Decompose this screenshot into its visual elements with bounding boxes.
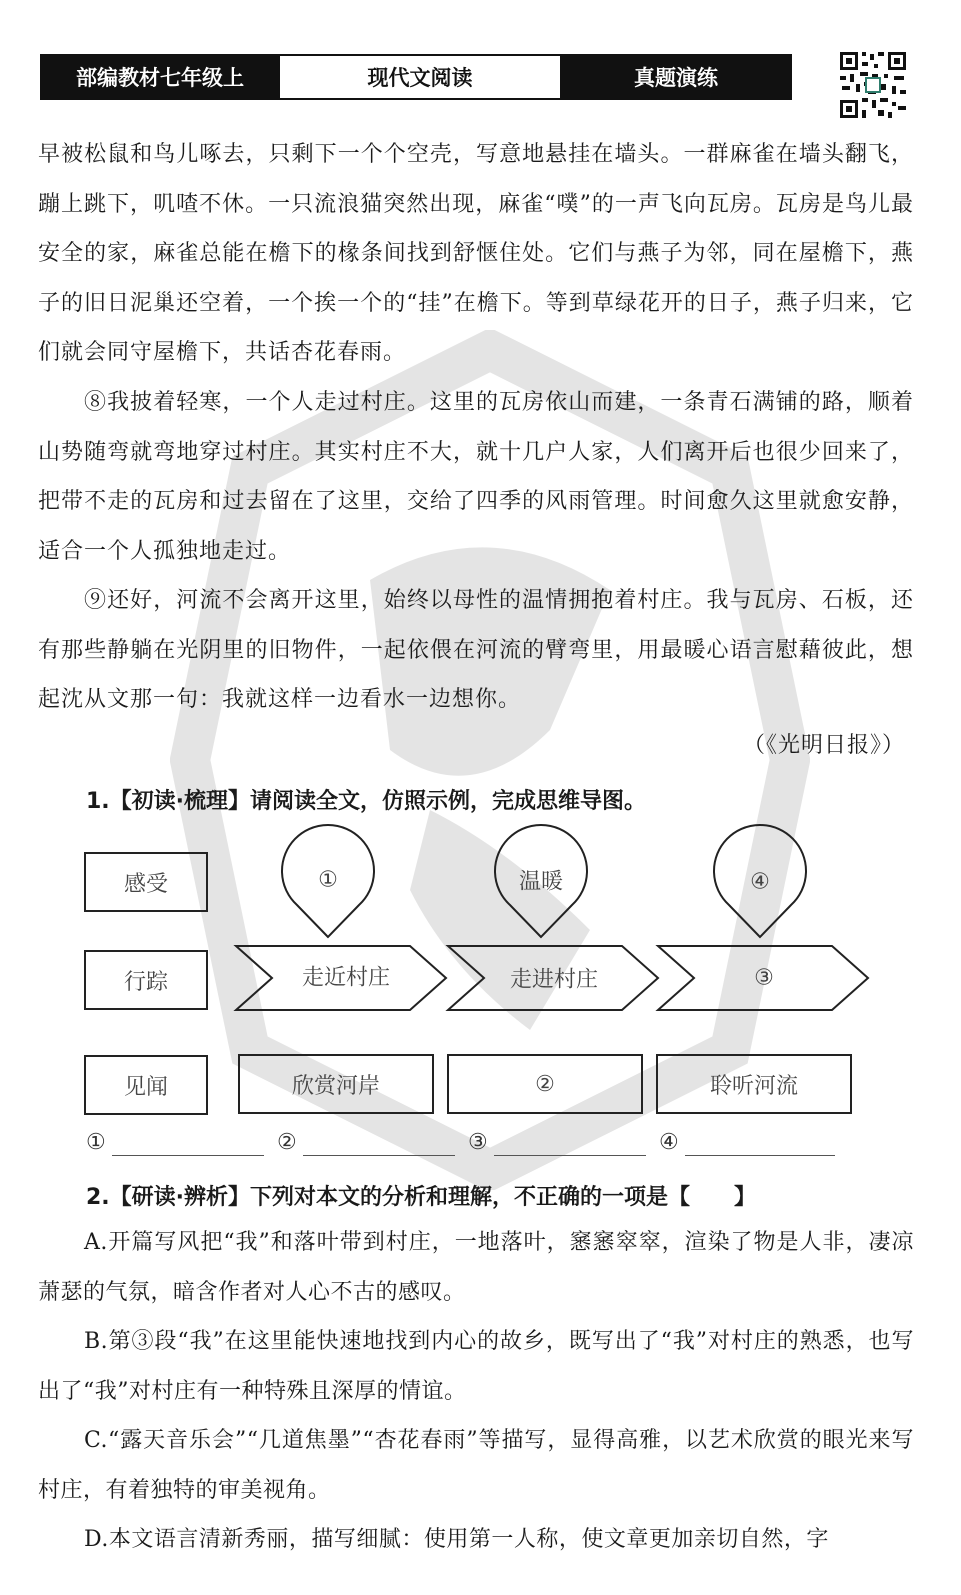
answer-blank-1[interactable]: [112, 1155, 264, 1156]
question-1-title: 1.【初读·梳理】请阅读全文，仿照示例，完成思维导图。: [86, 789, 647, 814]
source-citation: （《光明日报》）: [742, 733, 905, 758]
observation-box-1: 欣赏河岸: [238, 1054, 434, 1114]
header-subject: 现代文阅读: [278, 56, 562, 98]
question-2-title: 2.【研读·辨析】下列对本文的分析和理解，不正确的一项是【 】: [86, 1185, 757, 1210]
page-header: [40, 54, 792, 100]
arrow-label-2: 走进村庄: [509, 967, 599, 993]
answer-blank-4[interactable]: [685, 1155, 835, 1156]
option-b[interactable]: B.第③段“我”在这里能快速地找到内心的故乡，既写出了“我”对村庄的熟悉，也写出了“我”对村庄有一种特殊且深厚的情谊。: [38, 1329, 914, 1404]
header-section: 真题演练: [562, 56, 790, 98]
arrow-label-1: 走近村庄: [301, 965, 391, 991]
qr-code-icon: [838, 50, 908, 120]
option-a[interactable]: A.开篇写风把“我”和落叶带到村庄，一地落叶，窸窸窣窣，渲染了物是人非，凄凉萧瑟的气氛，暗含作者对人心不古的感叹。: [38, 1230, 914, 1305]
blank-label-3: ③: [468, 1130, 488, 1155]
observation-box-2: ②: [447, 1054, 643, 1114]
paragraph-9: ⑨还好，河流不会离开这里，始终以母性的温情拥抱着村庄。我与瓦房、石板，还有那些静躺在光阴里的旧物件，一起依偎在河流的臂弯里，用最暖心语言慰藉彼此，想起沈从文那一句：我就这样一边看水一边想你。: [38, 588, 914, 712]
blank-label-1: ①: [86, 1130, 106, 1155]
paragraph-7-continued: 早被松鼠和鸟儿啄去，只剩下一个个空壳，写意地悬挂在墙头。一群麻雀在墙头翻飞，蹦上跳下，叽喳不休。一只流浪猫突然出现，麻雀“噗”的一声飞向瓦房。瓦房是鸟儿最安全的家，麻雀总能在檐下的椽条间找到舒惬住处。它们与燕子为邻，同在屋檐下，燕子的旧日泥巢还空着，一个挨一个的“挂”在檐下。等到草绿花开的日子，燕子归来，它们就会同守屋檐下，共话杏花春雨。: [38, 142, 914, 365]
observation-box-3: 聆听河流: [656, 1054, 852, 1114]
blank-label-4: ④: [659, 1130, 679, 1155]
option-c[interactable]: C.“露天音乐会”“几道焦墨”“杏花春雨”等描写，显得高雅，以艺术欣赏的眼光来写村庄，有着独特的审美视角。: [38, 1428, 914, 1503]
header-grade: 部编教材七年级上: [42, 56, 278, 98]
arrow-label-3: ③: [754, 965, 774, 991]
drop-label-3: ④: [750, 869, 770, 895]
drop-label-2: 温暖: [518, 869, 564, 895]
answer-blank-3[interactable]: [494, 1155, 646, 1156]
drop-label-1: ①: [318, 867, 338, 893]
paragraph-8: ⑧我披着轻寒，一个人走过村庄。这里的瓦房依山而建，一条青石满铺的路，顺着山势随弯就弯地穿过村庄。其实村庄不大，就十几户人家，人们离开后也很少回来了，把带不走的瓦房和过去留在了这里，交给了四季的风雨管理。时间愈久这里就愈安静，适合一个人孤独地走过。: [38, 390, 914, 564]
option-d[interactable]: D.本文语言清新秀丽，描写细腻：使用第一人称，使文章更加亲切自然，字: [84, 1527, 829, 1552]
row-label-observation: 见闻: [84, 1055, 208, 1115]
blank-label-2: ②: [277, 1130, 297, 1155]
row-label-route: 行踪: [84, 950, 208, 1010]
row-label-feeling: 感受: [84, 852, 208, 912]
answer-blank-2[interactable]: [303, 1155, 455, 1156]
